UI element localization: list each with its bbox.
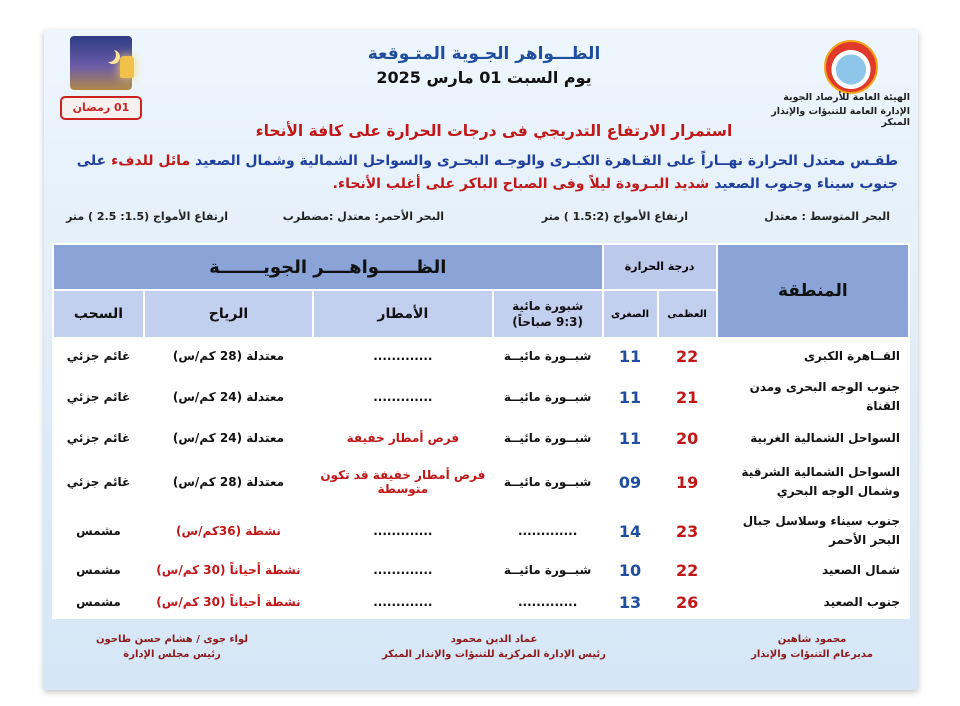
- min-temp-cell: 09: [603, 456, 658, 508]
- table-row: [53, 508, 909, 554]
- weather-summary: [64, 150, 898, 196]
- fog-header-label: شبورة مائية: [512, 299, 584, 313]
- min-temp-cell: 11: [603, 420, 658, 456]
- region-cell: جنوب سيناء وسلاسل جبال البحر الأحمر: [717, 508, 909, 554]
- rain-cell: .............: [313, 508, 493, 554]
- headline: استمرار الارتفاع التدريجي فى درجات الحرارة على كافة الأنحاء: [255, 122, 733, 140]
- fog-cell: شبــورة مائيــة: [493, 374, 603, 420]
- rain-cell: فرص أمطار خفيفة قد تكون متوسطة: [313, 456, 493, 508]
- table-row: [53, 586, 909, 618]
- table-row: [53, 338, 909, 374]
- rain-header: الأمطار: [313, 290, 493, 338]
- min-temp-header: الصغرى: [603, 290, 658, 338]
- signatory-center-name: عماد الدين محمود: [450, 634, 538, 645]
- summary-part-1: طقـس معتدل الحرارة نهــاراً على القـاهرة الكبـرى والوجـه البحـرى والسواحل الشمالية وشمال الصعيد: [194, 153, 898, 169]
- wind-cell: نشطة أحياناً (30 كم/س): [144, 586, 313, 618]
- max-temp-header: العظمى: [658, 290, 717, 338]
- wind-cell: نشطة (36كم/س): [144, 508, 313, 554]
- signatory-right-title: مديرعام التنبؤات والإنذار: [751, 649, 873, 660]
- cloud-header: السحب: [53, 290, 144, 338]
- summary-part-3: على جنوب سيناء وجنوب الصعيد: [76, 153, 898, 192]
- temp-header: درجة الحرارة: [603, 244, 717, 290]
- max-temp-cell: 26: [658, 586, 717, 618]
- org-name: الهيئة العامة للأرصاد الجوية: [783, 92, 910, 103]
- signatory-left-title: رئيس مجلس الإدارة: [123, 649, 221, 660]
- wind-cell: معتدلة (28 كم/س): [144, 338, 313, 374]
- fog-cell: .............: [493, 586, 603, 618]
- min-temp-cell: 10: [603, 554, 658, 586]
- signature-left: [82, 634, 262, 660]
- region-cell: شمال الصعيد: [717, 554, 909, 586]
- min-temp-cell: 13: [603, 586, 658, 618]
- table-row: [53, 456, 909, 508]
- med-sea-waves: ارتفاع الأمواج (1.5:2 ) متر: [541, 210, 688, 223]
- wind-cell: معتدلة (24 كم/س): [144, 374, 313, 420]
- wind-cell: نشطة أحياناً (30 كم/س): [144, 554, 313, 586]
- cloud-cell: غائم جزئي: [53, 374, 144, 420]
- red-sea-waves: ارتفاع الأمواج (1.5: 2.5 ) متر: [66, 210, 228, 223]
- forecast-bulletin: [44, 30, 918, 690]
- rain-cell: .............: [313, 338, 493, 374]
- wind-cell: معتدلة (24 كم/س): [144, 420, 313, 456]
- region-cell: السواحل الشمالية الغربية: [717, 420, 909, 456]
- fog-cell: شبــورة مائيــة: [493, 554, 603, 586]
- max-temp-cell: 22: [658, 554, 717, 586]
- summary-part-2: مائل للدفء: [111, 153, 191, 169]
- lantern-icon: [120, 56, 134, 78]
- signature-right: [732, 634, 892, 660]
- crescent-moon-icon: [102, 48, 116, 62]
- forecast-rows: [53, 338, 909, 618]
- summary-part-4: شديد البـرودة ليلاً وفى الصباح الباكر على أغلب الأنحاء.: [332, 176, 710, 192]
- region-cell: السواحل الشمالية الشرقية وشمال الوجه البحري: [717, 456, 909, 508]
- region-cell: القــاهرة الكبرى: [717, 338, 909, 374]
- signatory-left-name: لواء جوى / هشام حسن طاحون: [95, 634, 249, 645]
- bulletin-date: يوم السبت 01 مارس 2025: [376, 68, 592, 87]
- signature-center: [364, 634, 624, 660]
- cloud-cell: مشمس: [53, 508, 144, 554]
- med-sea-state: البحر المتوسط : معتدل: [764, 210, 890, 223]
- cloud-cell: مشمس: [53, 554, 144, 586]
- rain-cell: .............: [313, 554, 493, 586]
- region-cell: جنوب الوجه البحرى ومدن القناة: [717, 374, 909, 420]
- table-row: [53, 554, 909, 586]
- cloud-cell: غائم جزئي: [53, 338, 144, 374]
- region-cell: جنوب الصعيد: [717, 586, 909, 618]
- rain-cell: .............: [313, 586, 493, 618]
- fog-cell: .............: [493, 508, 603, 554]
- phenomena-header: الظــــــواهــــر الجويـــــــة: [53, 244, 603, 290]
- cloud-cell: مشمس: [53, 586, 144, 618]
- signatory-center-title: رئيس الإدارة المركزية للتنبؤات والإنذار المبكر: [382, 649, 606, 660]
- max-temp-cell: 21: [658, 374, 717, 420]
- cloud-cell: غائم جزئي: [53, 456, 144, 508]
- fog-cell: شبــورة مائيــة: [493, 420, 603, 456]
- fog-header-time: (9:3 صباحاً): [512, 315, 584, 329]
- fog-cell: شبــورة مائيــة: [493, 338, 603, 374]
- signatory-right-name: محمود شاهين: [777, 634, 847, 645]
- org-department: الإدارة العامة للتنبؤات والإنذار المبكر: [771, 106, 910, 128]
- table-row: [53, 374, 909, 420]
- max-temp-cell: 23: [658, 508, 717, 554]
- max-temp-cell: 19: [658, 456, 717, 508]
- cloud-cell: غائم جزئي: [53, 420, 144, 456]
- rain-cell: .............: [313, 374, 493, 420]
- min-temp-cell: 11: [603, 338, 658, 374]
- rain-cell: فرص أمطار خفيفة: [313, 420, 493, 456]
- ramadan-date-badge: 01 رمضان: [60, 96, 142, 120]
- fog-cell: شبــورة مائيــة: [493, 456, 603, 508]
- max-temp-cell: 20: [658, 420, 717, 456]
- forecast-table: [52, 243, 910, 619]
- table-row: [53, 420, 909, 456]
- min-temp-cell: 14: [603, 508, 658, 554]
- max-temp-cell: 22: [658, 338, 717, 374]
- region-header: المنطقة: [717, 244, 909, 338]
- ema-logo-icon: [824, 40, 878, 94]
- red-sea-state: البحر الأحمر: معتدل :مضطرب: [282, 210, 444, 223]
- min-temp-cell: 11: [603, 374, 658, 420]
- wind-header: الرياح: [144, 290, 313, 338]
- wind-cell: معتدلة (28 كم/س): [144, 456, 313, 508]
- bulletin-title: الظـــواهر الجـوية المتـوقعة: [367, 44, 601, 64]
- fog-header: [493, 290, 603, 338]
- ramadan-lantern-image: [70, 36, 132, 90]
